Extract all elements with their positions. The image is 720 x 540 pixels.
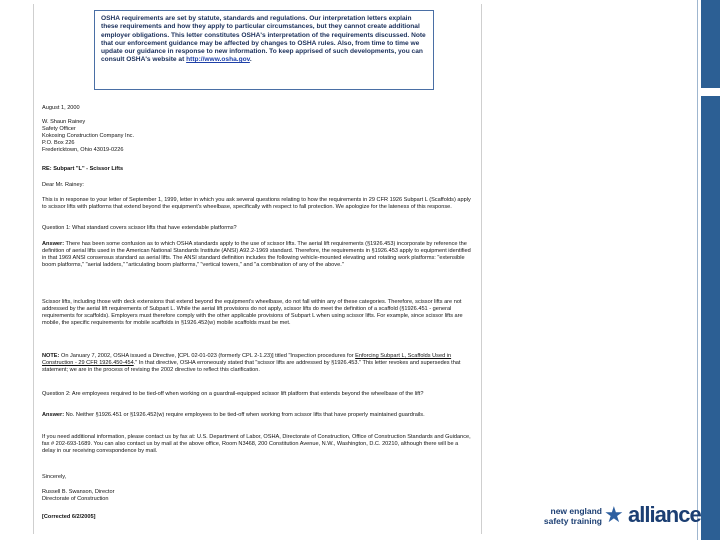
address-line: Fredericktown, Ohio 43019-0226 <box>42 147 124 153</box>
slide-accent-stripe <box>701 88 720 96</box>
closing-paragraph: If you need additional information, please contact us by fax at: U.S. Department of Labor, OSHA, Directorate of Construction, Office of Construction Standards and Guidance, fax # 202-693-1689. You can also contact us by mail at the above office, Room N3468, 200 Constitution Avenue, N.W., Washington, D.C. 20210, although there will be a delay in our receiving correspondence by mail. <box>42 434 471 454</box>
note-text-post: ." In that directive, OSHA erroneously stated that "scissor lifts are addressed by §1926.453." This letter revokes and supersedes that statement; we are in the process of revising the 2002 directive to reflect this clarification. <box>42 360 461 373</box>
logo-wordmark: alliance <box>628 502 701 527</box>
note-label: NOTE: <box>42 353 60 359</box>
note-paragraph <box>42 353 472 374</box>
notice-end: . <box>249 56 252 64</box>
question-1: Question 1: What standard covers scissor lifts that have extendable platforms? <box>42 225 237 231</box>
logo-line-2: safety training <box>543 516 602 526</box>
answer-1 <box>42 241 472 269</box>
directive-link[interactable]: Enforcing Subpart L, Scaffolds Used in Construction - 29 CFR 1926.450-454 <box>42 353 452 366</box>
intro-paragraph: This is in response to your letter of September 1, 1999, letter in which you ask several questions relating to how the requirements in 29 CFR 1926 Subpart L (Scaffolds) apply to scissor lifts with platforms that extend beyond the equipment's wheelbase, specifically with respect to fall protection. We apologize for the lateness of this response. <box>42 197 471 210</box>
address-line: Kokosing Construction Company Inc. <box>42 133 135 139</box>
slide-divider-line <box>697 0 698 540</box>
letter-subject: RE: Subpart "L" - Scissor Lifts <box>42 166 124 172</box>
logo-line-1: new england <box>550 506 602 516</box>
signature-line: Directorate of Construction <box>42 496 109 502</box>
address-line: P.O. Box 226 <box>42 140 75 146</box>
star-icon: ★ <box>604 502 624 527</box>
answer-2-text: No. Neither §1926.451 or §1926.452(w) require employees to be tied-off when working from scissor lifts that have properly maintained guardrails. <box>65 412 425 418</box>
answer-label: Answer: <box>42 412 65 418</box>
answer-label: Answer: <box>42 241 65 247</box>
signature-line: Russell B. Swanson, Director <box>42 489 115 495</box>
alliance-logo <box>540 500 700 534</box>
scaffold-paragraph: Scissor lifts, including those with deck extensions that extend beyond the equipment's wheelbase, do not fall within any of these categories. Therefore, scissor lifts are not addressed by the aerial lift requirements of Subpart L. While the aerial lift provisions do not apply, scissor lifts do meet the definition of a scaffold (§1926.451 - general requirements for scaffolds). Employers must therefore comply with the other applicable provisions of Subpart L when using scissor lifts. For example, since scissor lifts are mobile, the specific requirements for mobile scaffolds in §1926.452(w) mobile scaffolds must be met. <box>42 299 463 326</box>
logo-caption <box>540 506 602 526</box>
corrected-note: [Corrected 6/2/2005] <box>42 514 96 520</box>
letter-date: August 1, 2000 <box>42 105 80 111</box>
address-line: Safety Officer <box>42 126 76 132</box>
answer-1-text: There has been some confusion as to which OSHA standards apply to the use of scissor lifts. The aerial lift requirements (§1926.453) incorporate by reference the definition of aerial lifts used in the American National Standards Institute (ANSI) A92.2-1969 standard. Therefore, the requirements in §1926.453 apply to equipment identified in that 1969 ANSI consensus standard as aerial lifts. The ANSI standard definition includes the following vehicle-mounted elevating and rotating work platforms: "extensible boom platforms," "aerial ladders," "articulating boom platforms," "vertical towers," and "a combination of any of the above." <box>42 241 471 268</box>
osha-website-link[interactable]: http://www.osha.gov <box>186 56 250 64</box>
osha-notice-box <box>94 10 434 90</box>
slide-accent-bar <box>701 0 720 540</box>
signature-block <box>42 489 472 503</box>
letter-scan <box>33 4 482 534</box>
answer-2 <box>42 412 472 419</box>
salutation: Dear Mr. Rainey: <box>42 182 84 188</box>
recipient-address <box>42 119 472 154</box>
note-text: On January 7, 2002, OSHA issued a Directive, [CPL 02-01-023 (formerly CPL 2-1.23)] titled "Inspection procedures for <box>60 353 354 359</box>
sincerely: Sincerely, <box>42 474 67 480</box>
address-line: W. Shaun Rainey <box>42 119 86 125</box>
question-2: Question 2: Are employees required to be tied-off when working on a guardrail-equipped scissor lift platform that extends beyond the wheelbase of the lift? <box>42 391 424 397</box>
notice-text: OSHA requirements are set by statute, standards and regulations. Our interpretation letters explain these requirements and how they apply to particular circumstances, but they cannot create additional employer obligations. This letter constitutes OSHA's interpretation of the requirements discussed. Note that our enforcement guidance may be affected by changes to OSHA rules. Also, from time to time we update our guidance in response to new information. To keep apprised of such developments, you can consult OSHA's website at <box>101 15 426 64</box>
